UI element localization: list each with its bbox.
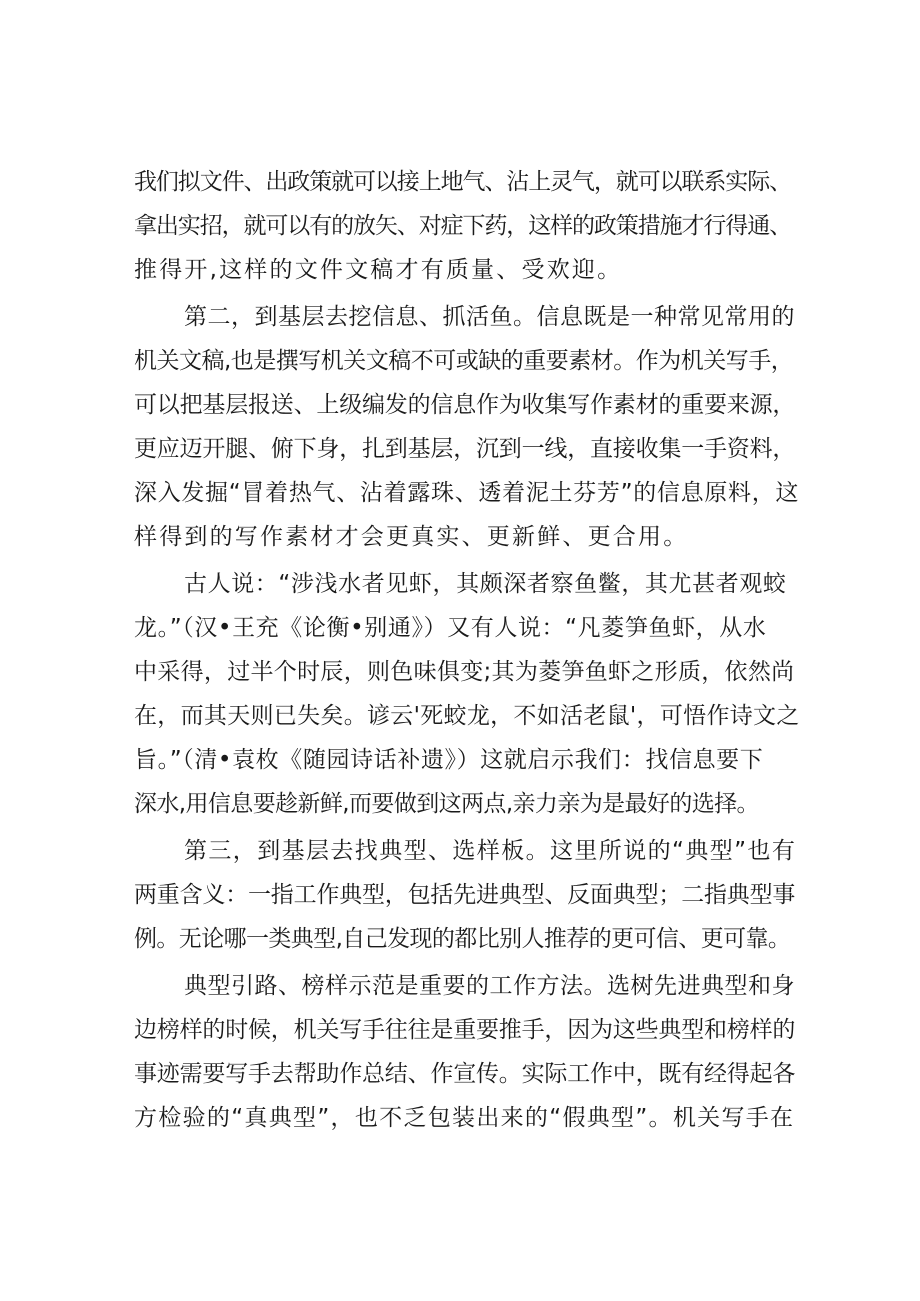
paragraph-3-line-4: 在，而其天则已失矣。谚云'死蛟龙，不如活老鼠'，可悟作诗文之 bbox=[134, 703, 800, 729]
paragraph-2-line-4: 更应迈开腿、俯下身，扎到基层，沉到一线，直接收集一手资料， bbox=[134, 436, 796, 462]
paragraph-3-line-5: 旨。”（清•袁枚《随园诗话补遗》）这就启示我们：找信息要下 bbox=[134, 747, 764, 773]
paragraph-3-line-6: 深水,用信息要趁新鲜,而要做到这两点,亲力亲为是最好的选择。 bbox=[134, 791, 759, 817]
paragraph-2-line-2: 机关文稿,也是撰写机关文稿不可或缺的重要素材。作为机关写手， bbox=[134, 348, 794, 374]
paragraph-5-line-1: 典型引路、榜样示范是重要的工作方法。选树先进典型和身 bbox=[184, 973, 795, 999]
paragraph-5-line-2: 边榜样的时候，机关写手往往是重要推手，因为这些典型和榜样的 bbox=[134, 1017, 796, 1043]
paragraph-2-line-1: 第二，到基层去挖信息、抓活鱼。信息既是一种常见常用的 bbox=[184, 304, 795, 330]
paragraph-4-line-2: 两重含义：一指工作典型，包括先进典型、反面典型；二指典型事 bbox=[134, 882, 796, 908]
paragraph-5-line-3: 事迹需要写手去帮助作总结、作宣传。实际工作中，既有经得起各 bbox=[134, 1061, 796, 1087]
paragraph-1-line-2: 拿出实招，就可以有的放矢、对症下药，这样的政策措施才行得通、 bbox=[134, 213, 792, 239]
paragraph-4-line-1: 第三，到基层去找典型、选样板。这里所说的“典型”也有 bbox=[184, 838, 797, 864]
paragraph-2-line-5: 深入发掘“冒着热气、沾着露珠、透着泥土芬芳”的信息原料，这 bbox=[134, 480, 800, 506]
paragraph-3-line-1: 古人说：“涉浅水者见虾，其颇深者察鱼鳖，其尤甚者观蛟 bbox=[184, 571, 787, 597]
paragraph-3-line-2: 龙。”（汉•王充《论衡•别通》）又有人说：“凡菱笋鱼虾，从水 bbox=[134, 615, 767, 641]
paragraph-1-line-1: 我们拟文件、出政策就可以接上地气、沾上灵气，就可以联系实际、 bbox=[134, 169, 792, 195]
paragraph-2-line-3: 可以把基层报送、上级编发的信息作为收集写作素材的重要来源， bbox=[134, 392, 796, 418]
paragraph-2-line-6: 样得到的写作素材才会更真实、更新鲜、更合用。 bbox=[134, 524, 689, 550]
paragraph-5-line-4: 方检验的“真典型”，也不乏包装出来的“假典型”。机关写手在 bbox=[134, 1105, 795, 1131]
paragraph-4-line-3: 例。无论哪一类典型,自己发现的都比别人推荐的更可信、更可靠。 bbox=[134, 926, 791, 952]
paragraph-3-line-3: 中采得，过半个时辰，则色味俱变;其为菱笋鱼虾之形质，依然尚 bbox=[134, 659, 795, 685]
paragraph-1-line-3: 推得开,这样的文件文稿才有质量、受欢迎。 bbox=[134, 257, 623, 283]
